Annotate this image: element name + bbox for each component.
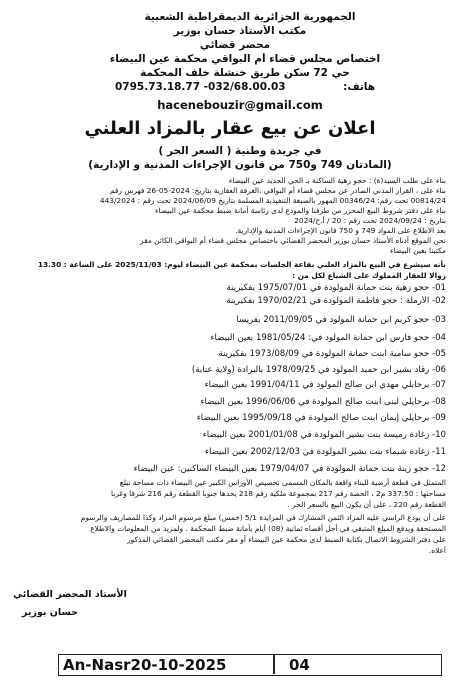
list-item: 04- حجو فارس ابن حمانة المولود في: 1981/05/24 بعين البيضاء bbox=[210, 333, 446, 343]
property-line: القطعة رقم 220 ، على أن يكون البيع بالسعر الحر . bbox=[287, 500, 446, 509]
list-item: 09- برحايلي إيمان ابنت صالح المولودة في 1995/09/18 بعين البيضاء bbox=[196, 413, 446, 423]
signature-title: الأستاذ المحضر القضائي bbox=[13, 589, 127, 600]
sale-line: بأنه سيشرع في البيع بالمزاد العلني بقاعة الجلسات بمحكمة عين البيضاء ليوم: 2025/11/03 على الساعة : 13.30 bbox=[37, 260, 446, 269]
body-line: بتاريخ : 2024/09/24 تحت رقم : 20 / أ.ح/2024 bbox=[294, 216, 446, 225]
phone-number: 0795.73.18.77 -032/68.00.03 bbox=[115, 81, 286, 93]
footer-paper-date bbox=[63, 657, 226, 674]
address-line: حي 72 سكن طريق خنشلة خلف المحكمة bbox=[140, 67, 350, 79]
paper-name: An-Nasr bbox=[63, 656, 131, 674]
phone-label: هاتف: bbox=[343, 81, 375, 93]
list-item: 07- برحايلي مهدي ابن صالح المولود في 1991/04/11 بعين البيضاء bbox=[204, 380, 446, 390]
list-item: 11- زغادة شيماء بنت بشير المولودة في 2002/12/03 بعين البيضاء bbox=[204, 447, 446, 457]
list-item: 06- رقاد بشير ابن حميد المولود في 1978/09/25 بالبرادة (ولاية عنابة) bbox=[191, 365, 446, 375]
office-heading: مكتب الأستاذ حسان بوزير bbox=[173, 25, 307, 37]
newspaper-footer bbox=[58, 654, 442, 676]
email-address[interactable]: hacenebouzir@gmail.com bbox=[157, 99, 323, 112]
list-item: 10- زغادة رميسة بنت بشير المولودة في 2001/01/08 بعين البيضاء bbox=[202, 430, 446, 440]
articles-note: (المادتان 749 و750 من قانون الإجراءات المدنية و الإدارية) bbox=[88, 159, 392, 171]
phone-line bbox=[115, 81, 375, 95]
body-line: بناء على دفتر شروط البيع المحرر من طرفنا والمودع لدى رئاسة أمانة ضبط محكمة عين البيضاء bbox=[155, 206, 446, 215]
conditions-line: على أن يودع الراسي عليه المزاد الثمن المشارك في المزايدة 5/1 (خمس) مبلغ مرسوم المزاد وكذا للمصاريف والرسوم bbox=[80, 513, 446, 522]
body-line: بناء على طلب السيد(ة) : حجو زهية الساكنة بـ الحي الجديد عين البيضاء bbox=[228, 176, 446, 185]
jurisdiction-heading: اختصاص مجلس قضاء أم البواقي محكمة عين البيضاء bbox=[109, 53, 381, 65]
conditions-line: أعلاه. bbox=[428, 546, 446, 555]
property-line: المتمثل في قطعة أرضية للبناء واقعة بالمكان المسمى تحصيص الأوراس الكبير عين البيضاء ذات مساحة تبلغ bbox=[119, 478, 446, 487]
body-line: بناء على ، القرار المدني الصادر عن مجلس قضاء أم البواقي ،الغرفة العقارية بتاريخ: 2024-05-26 فهرس رقم bbox=[109, 186, 446, 195]
sale-line: زوالا للعقار المملوك على الشياع لكل من : bbox=[292, 271, 446, 280]
republic-heading: الجمهورية الجزائرية الديمقراطية الشعبية bbox=[144, 11, 356, 23]
footer-divider bbox=[273, 655, 275, 674]
role-heading: محضر قضائي bbox=[199, 39, 271, 51]
list-item: 03- حجو كريم ابن حمانة المولود في 2011/09/05 بفريسا bbox=[236, 315, 446, 325]
body-line: نحن الموقع أدناه الأستاذ حسان بوزير المحضر القضائي باختصاص مجلس قضاء أم البواقي الكائن مقر bbox=[140, 236, 446, 245]
body-line: مكتبنا بعين البيضاء bbox=[389, 246, 446, 255]
list-item: 08- برحايلي لبنى ابنت صالح المولودة في 1996/06/06 بعين البيضاء bbox=[200, 397, 446, 407]
list-item: 05- حجو سامية ابنت حمانة المولودة في 1973/08/09 بفكيرينة bbox=[218, 349, 446, 359]
body-line: 00814/24 تحت رقم: 00346/24 المهور بالصيغة التنفيذية المسلمة بتاريخ 2024/06/09 تحت رقم : 443/2024 bbox=[99, 196, 446, 205]
announcement-title: اعلان عن بيع عقار بالمزاد العلني bbox=[84, 118, 376, 139]
list-item: 02- الأرملة : حجو فاطمة المولودة في 1970/02/21 بفكيرينة bbox=[226, 296, 446, 306]
property-line: مساحتها : 337.50 م2 ، الحصة رقم 217 بمجموعة ملكية رقم 218 يحدها جنوبا القطعة رقم 216 شرقا وغربا bbox=[111, 489, 446, 498]
page-number: 04 bbox=[289, 656, 310, 674]
conditions-line: على دفتر الشروط الاتصال بكتابة الضبط لدى محكمة عين البيضاء أو مقر مكتب المحضر القضائي المذكور bbox=[127, 535, 446, 544]
list-item: 12- حجو زينة بنت حمانة المولودة في 1979/04/07 بعين البيضاء الساكنين: عين البيضاء bbox=[133, 464, 446, 474]
list-item: 01- حجو زهية بنت حمانة المولودة في 1975/07/01 بفكيرينة bbox=[226, 283, 446, 293]
newspaper-note: في جريدة وطنية ( السعر الحر ) bbox=[158, 145, 322, 157]
conditions-line: المستحقة ويدفع المبلغ المتبقي في أجل أقصاه ثمانية (08) أيام بأمانة ضبط المحكمة . ولمزيد من المعلومات والاطلاع bbox=[90, 524, 446, 533]
signature-name: حسان بوزير bbox=[22, 607, 78, 618]
body-line: بعد الاطلاع على المواد 749 و 750 قانون الإجراءات المدنية والإدارية. bbox=[235, 226, 446, 235]
publication-date: 20-10-2025 bbox=[130, 656, 227, 674]
